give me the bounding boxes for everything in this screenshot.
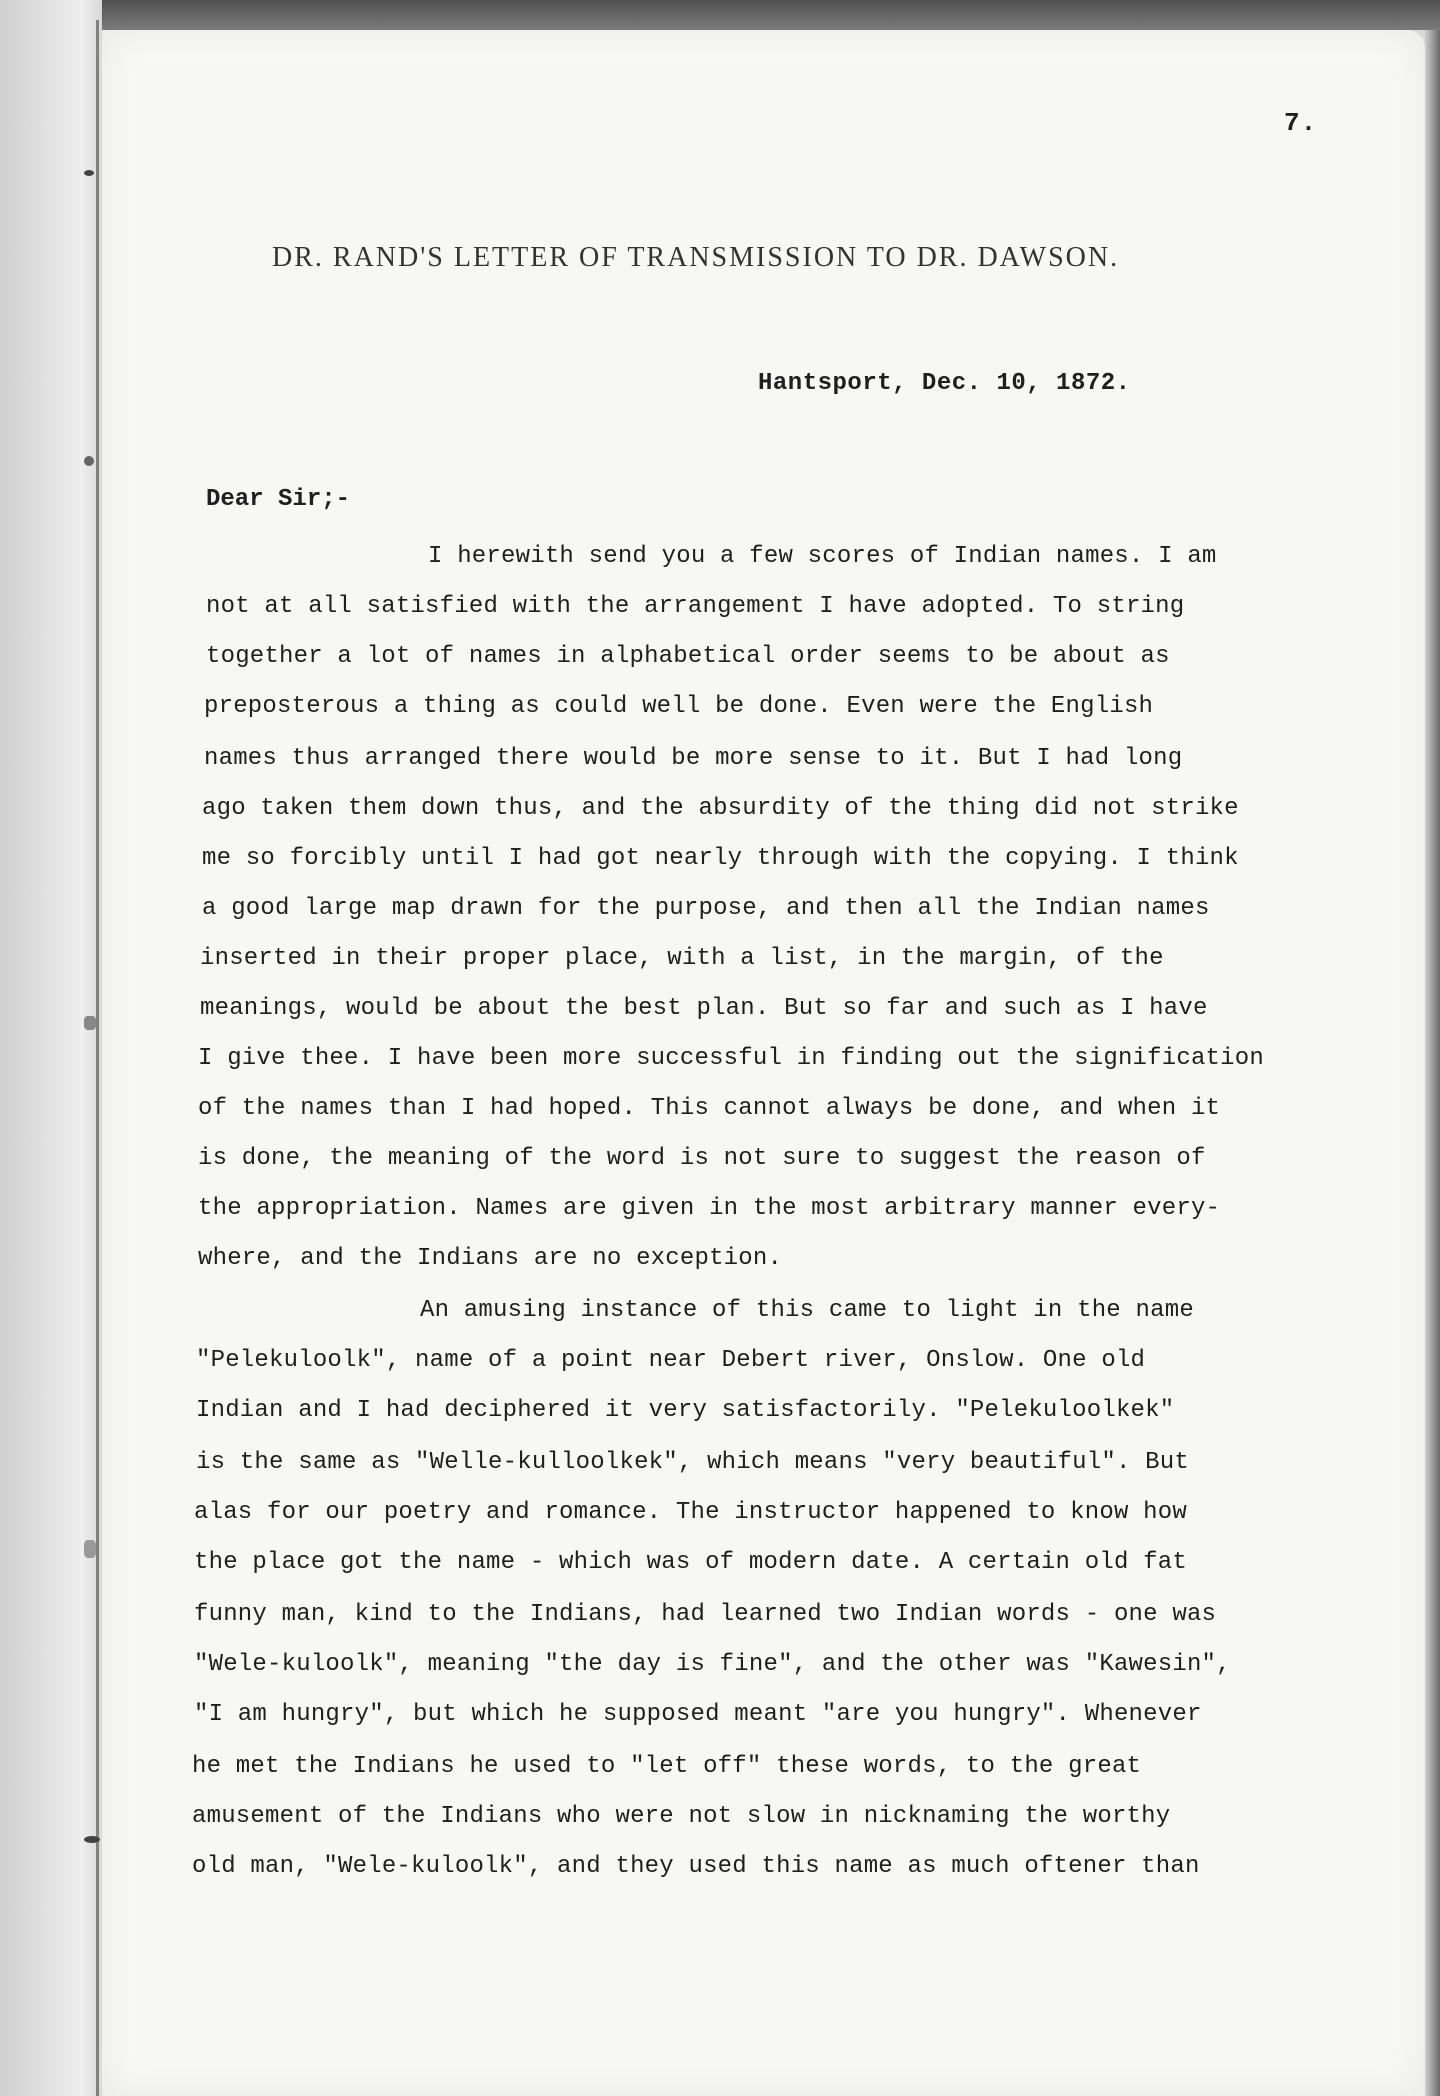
body-line: a good large map drawn for the purpose, and then all the Indian names	[202, 895, 1210, 922]
body-line: the appropriation. Names are given in the most arbitrary manner every-	[198, 1195, 1221, 1222]
body-line: together a lot of names in alphabetical order seems to be about as	[206, 643, 1170, 670]
body-line: is done, the meaning of the word is not sure to suggest the reason of	[198, 1145, 1206, 1172]
scan-top-shadow	[102, 0, 1440, 30]
margin-mark	[84, 170, 94, 176]
body-line: not at all satisfied with the arrangement I have adopted. To string	[206, 593, 1185, 620]
body-line: I give thee. I have been more successful in finding out the signification	[198, 1045, 1264, 1072]
body-line: me so forcibly until I had got nearly through with the copying. I think	[202, 845, 1239, 872]
body-line: "I am hungry", but which he supposed meant "are you hungry". Whenever	[194, 1701, 1202, 1728]
body-line: where, and the Indians are no exception.	[198, 1245, 783, 1272]
body-line: the place got the name - which was of modern date. A certain old fat	[194, 1549, 1187, 1576]
body-line: "Pelekuloolk", name of a point near Debert river, Onslow. One old	[196, 1347, 1146, 1374]
margin-mark	[84, 1016, 96, 1030]
page-right-edge	[1425, 30, 1440, 2096]
body-line: funny man, kind to the Indians, had learned two Indian words - one was	[194, 1601, 1217, 1628]
body-line: "Wele-kuloolk", meaning "the day is fine", and the other was "Kawesin",	[194, 1651, 1231, 1678]
facing-page-edge	[0, 0, 102, 2096]
letter-heading: DR. RAND'S LETTER OF TRANSMISSION TO DR. DAWSON.	[272, 242, 1120, 273]
margin-mark	[84, 456, 94, 466]
body-line: preposterous a thing as could well be done. Even were the English	[204, 693, 1154, 720]
body-line: An amusing instance of this came to light in the name	[420, 1297, 1194, 1324]
page-number: 7.	[1284, 108, 1318, 138]
body-line: ago taken them down thus, and the absurdity of the thing did not strike	[202, 795, 1239, 822]
body-line: I herewith send you a few scores of Indian names. I am	[428, 543, 1217, 570]
page-fold-line	[96, 20, 99, 2096]
body-line: inserted in their proper place, with a list, in the margin, of the	[200, 945, 1164, 972]
body-line: old man, "Wele-kuloolk", and they used this name as much oftener than	[192, 1853, 1200, 1880]
body-line: meanings, would be about the best plan. But so far and such as I have	[200, 995, 1208, 1022]
body-line: is the same as "Welle-kulloolkek", which means "very beautiful". But	[196, 1449, 1189, 1476]
body-line: he met the Indians he used to "let off" these words, to the great	[192, 1753, 1142, 1780]
body-line: amusement of the Indians who were not slow in nicknaming the worthy	[192, 1803, 1171, 1830]
margin-mark	[84, 1540, 96, 1558]
letter-salutation: Dear Sir;-	[206, 486, 351, 513]
document-page	[102, 30, 1425, 2096]
margin-mark	[84, 1836, 100, 1843]
body-line: Indian and I had deciphered it very satisfactorily. "Pelekuloolkek"	[196, 1397, 1175, 1424]
body-line: of the names than I had hoped. This cannot always be done, and when it	[198, 1095, 1221, 1122]
letter-dateline: Hantsport, Dec. 10, 1872.	[758, 370, 1131, 397]
body-line: alas for our poetry and romance. The instructor happened to know how	[194, 1499, 1187, 1526]
body-line: names thus arranged there would be more sense to it. But I had long	[204, 745, 1183, 772]
